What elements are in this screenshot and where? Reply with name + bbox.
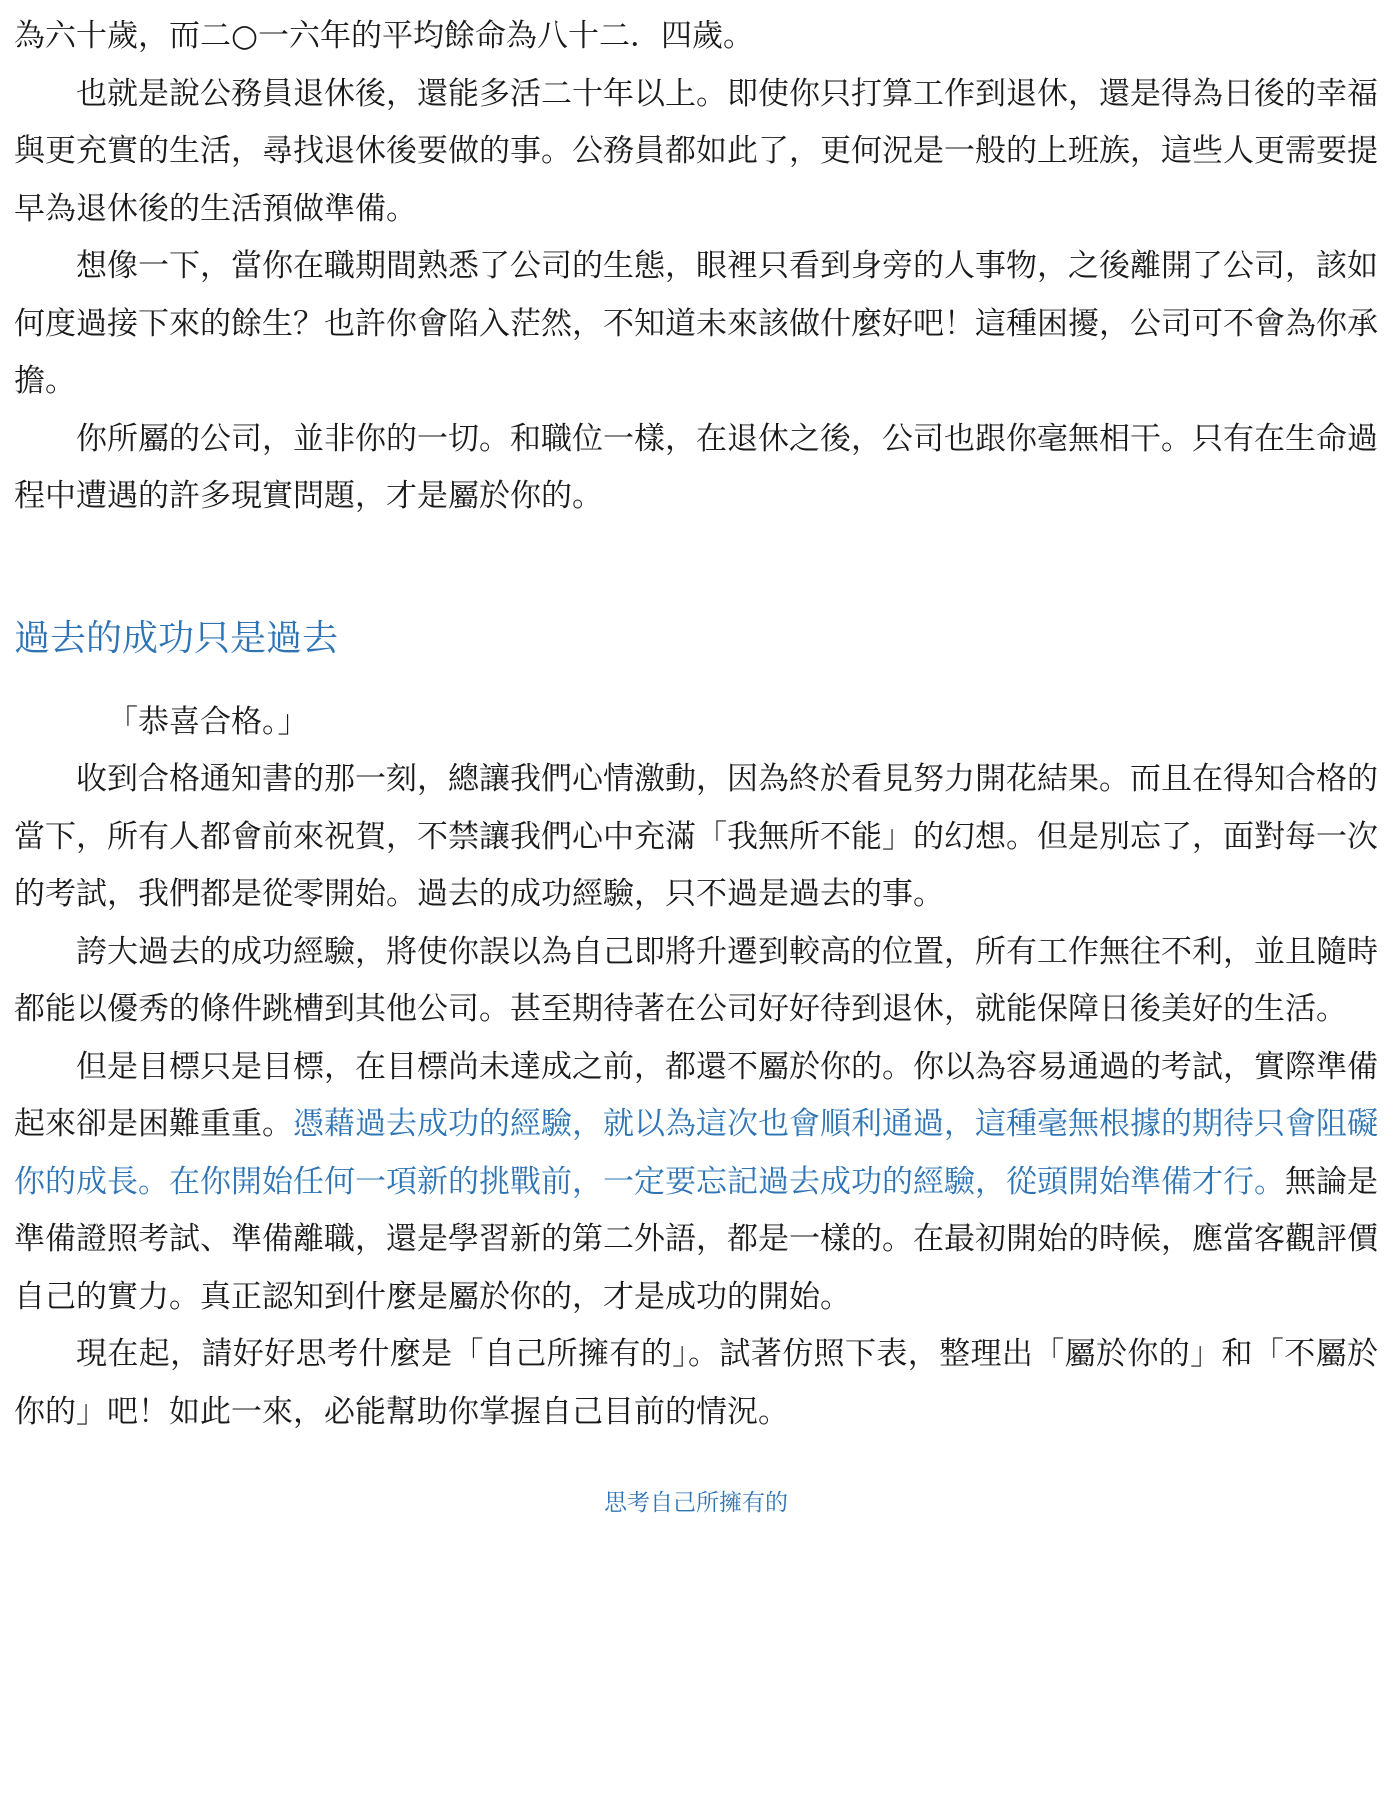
paragraph: 收到合格通知書的那一刻，總讓我們心情激動，因為終於看見努力開花結果。而且在得知合格的當下，所有人都會前來祝賀，不禁讓我們心中充滿「我無所不能」的幻想。但是別忘了，面對每一次的考試，我們都是從零開始。過去的成功經驗，只不過是過去的事。 xyxy=(14,761,1378,912)
text-run: 但是目標只是目標，在目標尚未達成之前，都還不屬於你的。你以為容易通過的考試，實際準備起來卻是困難重重。 xyxy=(14,1048,1378,1142)
paragraph: 也就是說公務員退休後，還能多活二十年以上。即使你只打算工作到退休，還是得為日後的幸福與更充實的生活，尋找退休後要做的事。公務員都如此了，更何況是一般的上班族，這些人更需要提早為退休後的生活預做準備。 xyxy=(14,75,1378,227)
highlighted-text: 憑藉過去成功的經驗，就以為這次也會順利通過，這種毫無根據的期待只會阻礙你的成長。在你開始任何一項新的挑戰前，一定要忘記過去成功的經驗，從頭開始準備才行。 xyxy=(14,1106,1378,1200)
document-page xyxy=(14,8,1378,1519)
paragraph: 想像一下，當你在職期間熟悉了公司的生態，眼裡只看到身旁的人事物，之後離開了公司，該如何度過接下來的餘生？也許你會陷入茫然，不知道未來該做什麼好吧！這種困擾，公司可不會為你承擔。 xyxy=(14,248,1378,399)
paragraph: 你所屬的公司，並非你的一切。和職位一樣，在退休之後，公司也跟你毫無相干。只有在生命過程中遭遇的許多現實問題，才是屬於你的。 xyxy=(14,420,1378,514)
section-heading: 過去的成功只是過去 xyxy=(14,617,339,659)
table-caption: 思考自己所擁有的 xyxy=(604,1490,788,1516)
text-run: 無論是準備證照考試、準備離職，還是學習新的第二外語，都是一樣的。在最初開始的時候，應當客觀評價自己的實力。真正認知到什麼是屬於你的，才是成功的開始。 xyxy=(14,1163,1378,1315)
paragraph-with-highlight xyxy=(14,1039,1378,1327)
quote-paragraph: 「恭喜合格。」 xyxy=(107,703,309,740)
paragraph: 誇大過去的成功經驗，將使你誤以為自己即將升遷到較高的位置，所有工作無往不利，並且隨時都能以優秀的條件跳槽到其他公司。甚至期待著在公司好好待到退休，就能保障日後美好的生活。 xyxy=(14,933,1378,1027)
paragraph: 現在起，請好好思考什麼是「自己所擁有的」。試著仿照下表，整理出「屬於你的」和「不屬於你的」吧！如此一來，必能幫助你掌握自己目前的情況。 xyxy=(14,1336,1378,1430)
paragraph: 為六十歲，而二○一六年的平均餘命為八十二．四歲。 xyxy=(14,18,755,54)
